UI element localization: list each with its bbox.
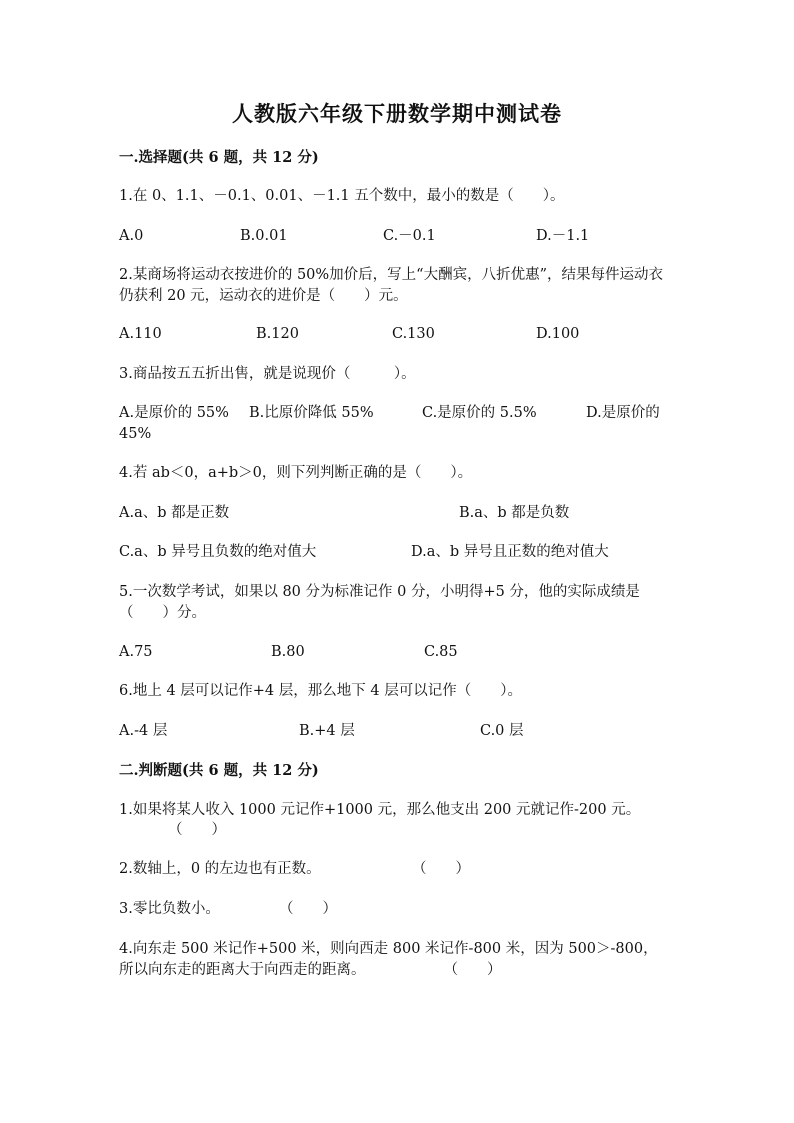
q2-option-a: A.110 <box>119 326 162 342</box>
q3-option-c: C.是原价的 5.5% <box>422 405 537 421</box>
section-heading-choice: 一.选择题(共 6 题，共 12 分) <box>119 149 319 166</box>
section-heading-judge: 二.判断题(共 6 题，共 12 分) <box>119 762 319 779</box>
q5-option-b: B.80 <box>271 644 305 660</box>
q5-option-c: C.85 <box>424 644 458 660</box>
question-1-text: 1.在 0、1.1、－0.1、0.01、－1.1 五个数中，最小的数是（ ）。 <box>119 188 565 204</box>
q6-option-c: C.0 层 <box>480 723 524 739</box>
q2-option-b: B.120 <box>256 326 299 342</box>
judge-4-blank: （ ） <box>443 962 502 978</box>
question-6-text: 6.地上 4 层可以记作+4 层，那么地下 4 层可以记作（ ）。 <box>119 683 522 699</box>
judge-3-blank: （ ） <box>279 901 337 917</box>
q6-option-a: A.-4 层 <box>119 723 168 739</box>
question-3-text: 3.商品按五五折出售，就是说现价（ ）。 <box>119 366 416 382</box>
judge-2-blank: （ ） <box>412 861 470 877</box>
question-5-text: 5.一次数学考试，如果以 80 分为标准记作 0 分，小明得+5 分，他的实际成绩是（ ）分。 <box>119 584 640 621</box>
q2-option-c: C.130 <box>392 326 435 342</box>
q4-option-b: B.a、b 都是负数 <box>459 505 570 521</box>
q2-option-d: D.100 <box>536 326 580 342</box>
question-4-text: 4.若 ab＜0，a+b＞0，则下列判断正确的是（ ）。 <box>119 465 473 481</box>
q1-option-a: A.0 <box>119 228 144 244</box>
judge-2-text: 2.数轴上，0 的左边也有正数。 <box>119 861 321 877</box>
q4-option-a: A.a、b 都是正数 <box>119 505 230 521</box>
q1-option-c: C.－0.1 <box>383 228 436 244</box>
judge-4-statement: 4.向东走 500 米记作+500 米，则向西走 800 米记作-800 米，因为 500＞-800，所以向东走的距离大于向西走的距离。 <box>119 941 658 978</box>
q1-option-b: B.0.01 <box>240 228 288 244</box>
judge-1-blank: （ ） <box>168 822 226 838</box>
q3-option-a: A.是原价的 55% <box>119 405 229 421</box>
q6-option-b: B.+4 层 <box>299 723 355 739</box>
judge-4-text <box>119 939 667 981</box>
page-title: 人教版六年级下册数学期中测试卷 <box>232 101 562 126</box>
q3-option-b: B.比原价降低 55% <box>249 405 374 421</box>
judge-1-text: 1.如果将某人收入 1000 元记作+1000 元，那么他支出 200 元就记作-200 元。 <box>119 802 641 818</box>
q4-option-c: C.a、b 异号且负数的绝对值大 <box>119 544 317 560</box>
q1-option-d: D.－1.1 <box>536 228 590 244</box>
q3-options <box>119 403 667 445</box>
q3-option-d: D.是原价的 45% <box>119 405 660 442</box>
q5-option-a: A.75 <box>119 644 153 660</box>
question-2-text: 2.某商场将运动衣按进价的 50%加价后，写上“大酬宾，八折优惠”，结果每件运动衣仍获利 20 元，运动衣的进价是（ ）元。 <box>119 267 663 304</box>
q4-option-d: D.a、b 异号且正数的绝对值大 <box>411 544 609 560</box>
judge-3-text: 3.零比负数小。 <box>119 901 220 917</box>
